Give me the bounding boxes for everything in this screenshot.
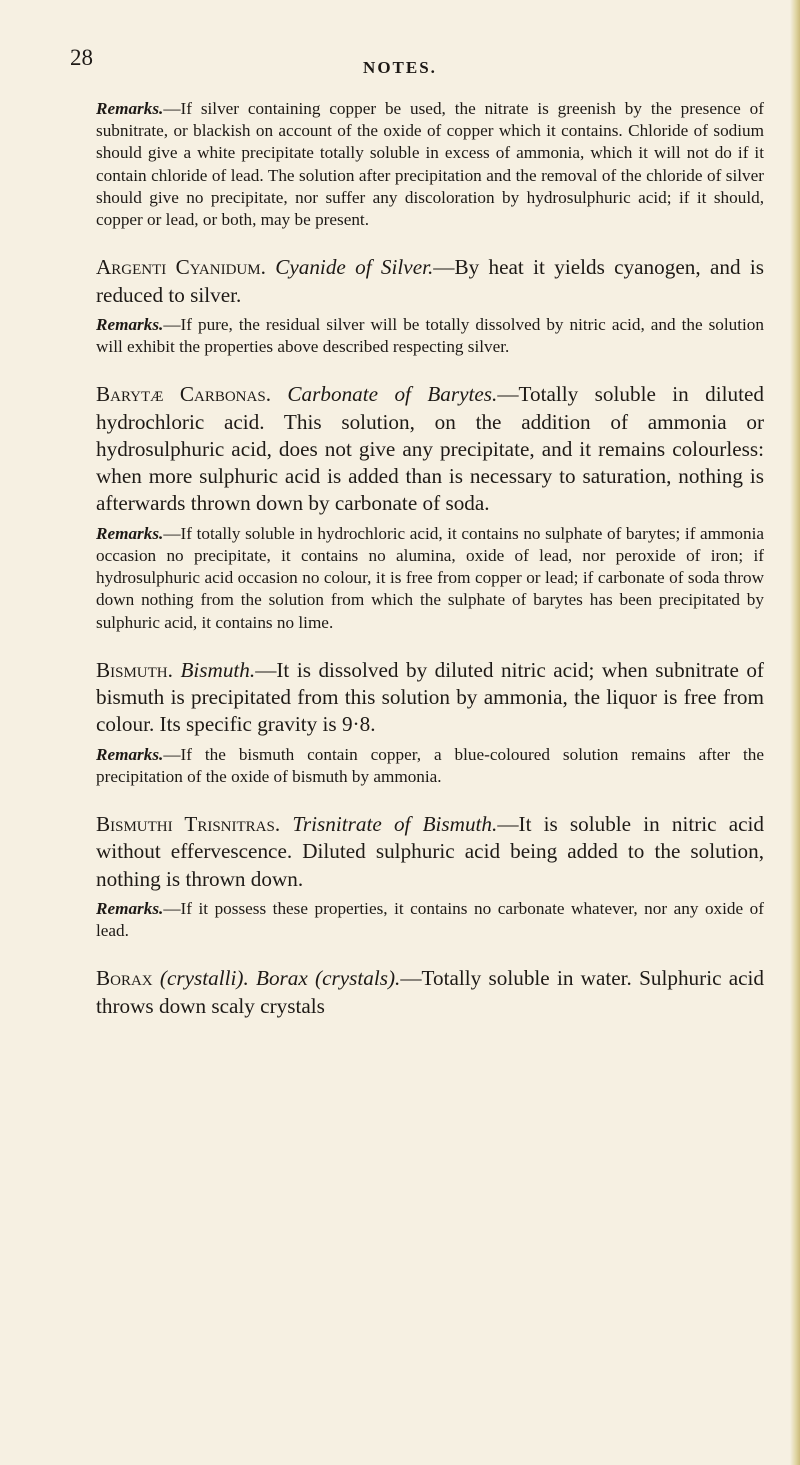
english-name: Carbonate of Barytes. bbox=[287, 382, 498, 407]
remarks-bismuthi-trisnitras bbox=[96, 898, 764, 942]
remarks-text: —If pure, the residual silver will be totally dissolved by nitric acid, and the solution will exhibit the properties above described respecting silver. bbox=[96, 314, 764, 357]
remarks-label: Remarks. bbox=[96, 523, 164, 543]
silver-remarks bbox=[96, 98, 764, 231]
remarks-label: Remarks. bbox=[96, 744, 164, 764]
latin-name: Barytæ Carbonas. bbox=[96, 382, 271, 407]
page-edge bbox=[790, 0, 800, 1465]
remarks-text: —If it possess these properties, it contains no carbonate whatever, nor any oxide of lead. bbox=[96, 898, 764, 941]
english-parenthetical: (crystals). bbox=[315, 966, 401, 991]
remarks-label: Remarks. bbox=[96, 898, 164, 918]
latin-name: Bismuth. bbox=[96, 657, 173, 682]
text-body bbox=[96, 98, 764, 1020]
entry-text: —Totally soluble in water. Sulphuric acid throws down scaly crystals bbox=[96, 966, 765, 1018]
remarks-label: Remarks. bbox=[96, 99, 164, 118]
english-name: Cyanide of Silver. bbox=[275, 255, 434, 280]
entry-bismuth bbox=[96, 657, 764, 739]
latin-name: Bismuthi Trisnitras. bbox=[96, 812, 281, 837]
entry-argenti-cyanidum bbox=[96, 254, 764, 309]
remarks-text: —If silver containing copper be used, the nitrate is greenish by the presence of subnitrate, or blackish on account of the oxide of copper which it contains. Chloride of sodium should give a white precipitate totally soluble in excess of ammonia, which it will not do if it contain chloride of lead. The solution after precipitation and the removal of the chloride of silver should give no precipitate, nor suffer any discoloration by hydrosulphuric acid; if it should, copper or lead, or both, may be present. bbox=[96, 99, 764, 230]
remarks-text: —If totally soluble in hydrochloric acid, it contains no sulphate of barytes; if ammonia occasion no precipitate, it contains no alumina, oxide of lead, nor peroxide of iron; if hydrosulphuric acid occasion no colour, it is free from copper or lead; if carbonate of soda throw down nothing from the solution from which the sulphate of barytes has been precipitated by sulphuric acid, it contains no lime. bbox=[96, 523, 764, 632]
entry-text: —It is dissolved by diluted nitric acid; when subnitrate of bismuth is precipitated from this solution by ammonia, the liquor is free from colour. Its specific gravity is 9·8. bbox=[96, 657, 764, 737]
entry-borax bbox=[96, 965, 764, 1020]
entry-text: —It is soluble in nitric acid without effervescence. Diluted sulphuric acid being added to the solution, nothing is thrown down. bbox=[96, 812, 765, 891]
running-head: NOTES. bbox=[363, 58, 437, 77]
latin-name: Borax bbox=[96, 966, 153, 991]
entry-text: —By heat it yields cyanogen, and is reduced to silver. bbox=[96, 255, 764, 307]
latin-parenthetical: (crystalli). bbox=[159, 966, 249, 991]
remarks-bismuth bbox=[96, 744, 764, 788]
remarks-barytae-carbonas bbox=[96, 523, 764, 634]
latin-name: Argenti Cyanidum. bbox=[96, 255, 266, 280]
page-number: 28 bbox=[70, 45, 93, 70]
english-name: Borax bbox=[256, 966, 308, 991]
entry-text: —Totally soluble in diluted hydrochloric acid. This solution, on the addition of ammonia or hydrosulphuric acid, does not give any precipitate, and it remains colourless: when more sulphuric acid is added than is necessary to saturation, nothing is afterwards thrown down by carbonate of soda. bbox=[96, 382, 765, 516]
entry-barytae-carbonas bbox=[96, 381, 764, 517]
remarks-label: Remarks. bbox=[96, 314, 164, 334]
entry-bismuthi-trisnitras bbox=[96, 811, 764, 893]
remarks-argenti-cyanidum bbox=[96, 314, 764, 358]
english-name: Trisnitrate of Bismuth. bbox=[292, 812, 498, 837]
remarks-text: —If the bismuth contain copper, a blue-coloured solution remains after the precipitation of the oxide of bismuth by ammonia. bbox=[96, 744, 764, 786]
english-name: Bismuth. bbox=[180, 657, 256, 682]
